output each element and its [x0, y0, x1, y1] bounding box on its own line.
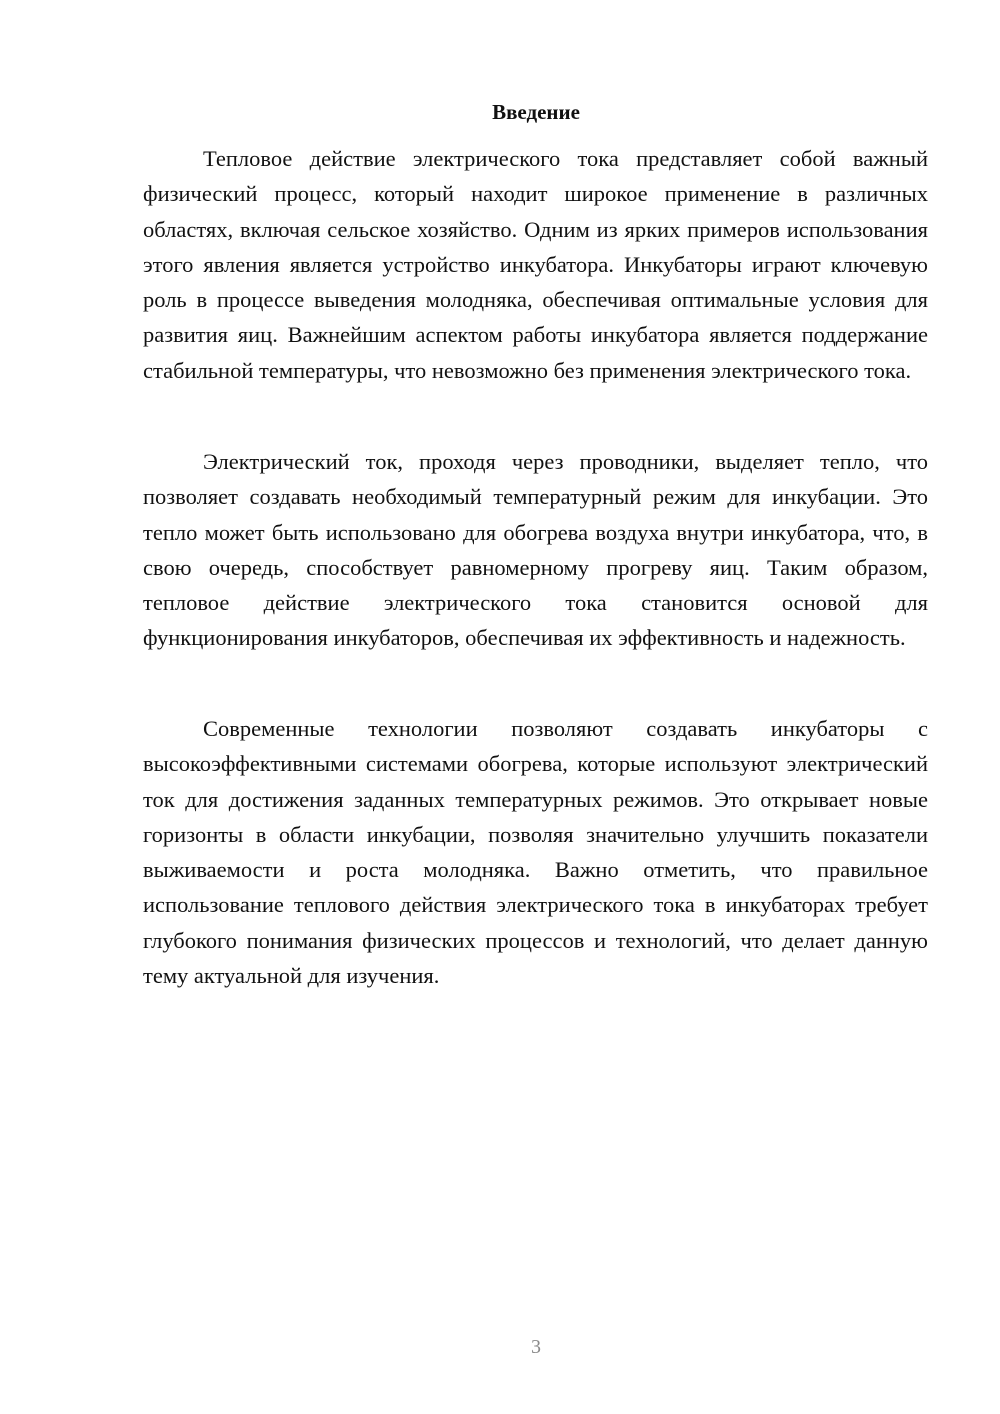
- paragraph-3: Современные технологии позволяют создавать инкубаторы с высокоэффективными системами обогрева, которые используют электрический ток для достижения заданных температурных режимов. Это открывает новые горизонты в области инкубации, позволяя значительно улучшить показатели выживаемости и роста молодняка. Важно отметить, что правильное использование теплового действия электрического тока в инкубаторах требует глубокого понимания физических процессов и технологий, что делает данную тему актуальной для изучения.: [143, 716, 928, 989]
- section-heading: Введение: [492, 100, 580, 124]
- paragraph-1: Тепловое действие электрического тока представляет собой важный физический процесс, который находит широкое применение в различных областях, включая сельское хозяйство. Одним из ярких примеров использования этого явления является устройство инкубатора. Инкубаторы играют ключевую роль в процессе выведения молодняка, обеспечивая оптимальные условия для развития яиц. Важнейшим аспектом работы инкубатора является поддержание стабильной температуры, что невозможно без применения электрического тока.: [143, 146, 928, 383]
- paragraph-2: Электрический ток, проходя через проводники, выделяет тепло, что позволяет создавать необходимый температурный режим для инкубации. Это тепло может быть использовано для обогрева воздуха внутри инкубатора, что, в свою очередь, способствует равномерному прогреву яиц. Таким образом, тепловое действие электрического тока становится основой для функционирования инкубаторов, обеспечивая их эффективность и надежность.: [143, 449, 928, 651]
- page-number: 3: [531, 1336, 541, 1358]
